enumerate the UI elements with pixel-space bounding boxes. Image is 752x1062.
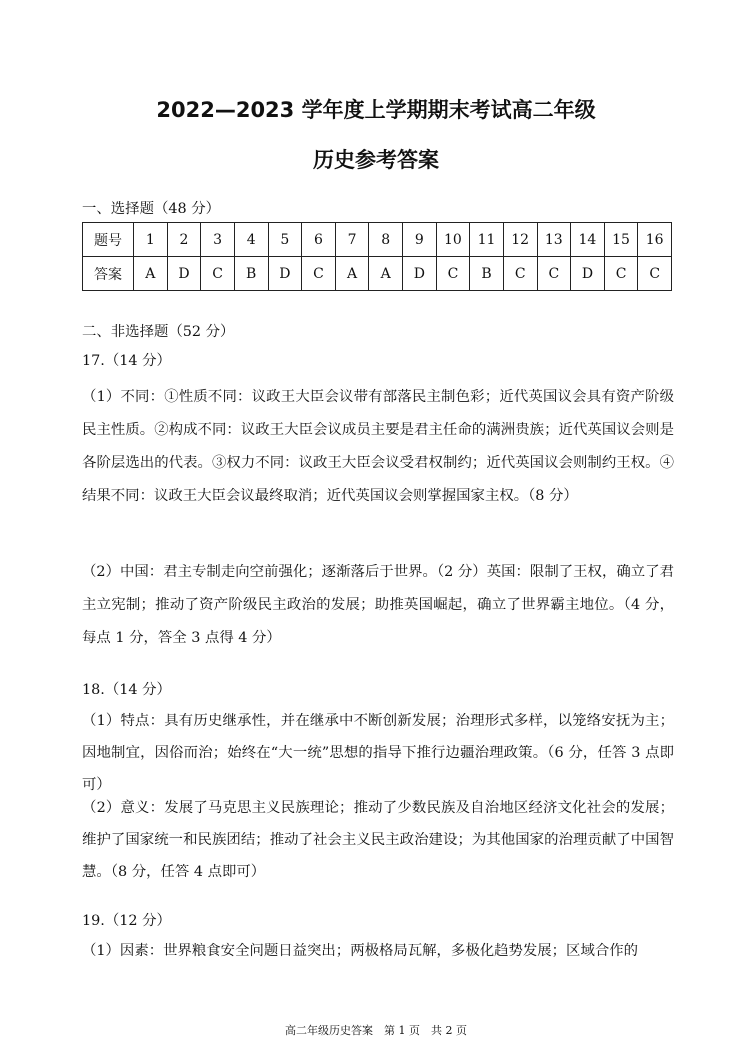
question-number-cell: 14 <box>571 223 605 257</box>
question-number-cell: 1 <box>134 223 168 257</box>
question-number-cell: 4 <box>234 223 268 257</box>
q19-heading: 19.（12 分） <box>82 913 171 929</box>
question-number-cell: 5 <box>268 223 302 257</box>
answer-cell: A <box>134 257 168 291</box>
question-number-cell: 13 <box>537 223 571 257</box>
question-number-cell: 2 <box>167 223 201 257</box>
answer-cell: C <box>604 257 638 291</box>
question-number-cell: 12 <box>503 223 537 257</box>
answer-cell: C <box>302 257 336 291</box>
page-title: 2022—2023 学年度上学期期末考试高二年级 <box>156 98 596 122</box>
question-number-cell: 6 <box>302 223 336 257</box>
answer-cell: D <box>268 257 302 291</box>
answer-header: 答案 <box>83 257 134 291</box>
question-number-cell: 3 <box>201 223 235 257</box>
answer-table <box>82 222 672 291</box>
section1-heading: 一、选择题（48 分） <box>82 201 221 217</box>
answer-cell: B <box>470 257 504 291</box>
q18-part1: （1）特点：具有历史继承性，并在继承中不断创新发展；治理形式多样，以笼络安抚为主；因地制宜，因俗而治；始终在“大一统”思想的指导下推行边疆治理政策。（6 分，任答 3 点即可） <box>82 713 674 793</box>
question-number-cell: 15 <box>604 223 638 257</box>
answer-cell: D <box>571 257 605 291</box>
answer-cell: B <box>234 257 268 291</box>
question-number-cell: 8 <box>369 223 403 257</box>
page-subtitle: 历史参考答案 <box>313 148 439 172</box>
page-footer: 高二年级历史答案 第 1 页 共 2 页 <box>285 1024 467 1037</box>
answer-cell: D <box>403 257 437 291</box>
answer-cell: C <box>503 257 537 291</box>
question-number-cell: 16 <box>638 223 672 257</box>
question-number-row <box>83 223 672 257</box>
q17-part2: （2）中国：君主专制走向空前强化；逐渐落后于世界。（2 分）英国：限制了王权，确立了君主立宪制；推动了资产阶级民主政治的发展；助推英国崛起，确立了世界霸主地位。（4 分，每点 1 分，答全 3 点得 4 分） <box>82 564 674 646</box>
q18-part2: （2）意义：发展了马克思主义民族理论；推动了少数民族及自治地区经济文化社会的发展；维护了国家统一和民族团结；推动了社会主义民主政治建设；为其他国家的治理贡献了中国智慧。（8 分，任答 4 点即可） <box>82 800 674 880</box>
question-number-cell: 11 <box>470 223 504 257</box>
q19-part1: （1）因素：世界粮食安全问题日益突出；两极格局瓦解，多极化趋势发展；区域合作的 <box>82 943 639 959</box>
answer-cell: A <box>335 257 369 291</box>
question-number-cell: 9 <box>403 223 437 257</box>
answer-cell: C <box>537 257 571 291</box>
answer-row <box>83 257 672 291</box>
answer-cell: A <box>369 257 403 291</box>
question-number-cell: 7 <box>335 223 369 257</box>
answer-cell: C <box>201 257 235 291</box>
answer-cell: D <box>167 257 201 291</box>
q17-part1: （1）不同：①性质不同：议政王大臣会议带有部落民主制色彩；近代英国议会具有资产阶级民主性质。②构成不同：议政王大臣会议成员主要是君主任命的满洲贵族；近代英国议会则是各阶层选出的代表。③权力不同：议政王大臣会议受君权制约；近代英国议会则制约王权。④结果不同：议政王大臣会议最终取消；近代英国议会则掌握国家主权。（8 分） <box>82 389 674 504</box>
question-number-cell: 10 <box>436 223 470 257</box>
section2-heading: 二、非选择题（52 分） <box>82 324 235 340</box>
answer-cell: C <box>436 257 470 291</box>
answer-cell: C <box>638 257 672 291</box>
q17-heading: 17.（14 分） <box>82 353 171 369</box>
q18-heading: 18.（14 分） <box>82 682 171 698</box>
question-number-header: 题号 <box>83 223 134 257</box>
